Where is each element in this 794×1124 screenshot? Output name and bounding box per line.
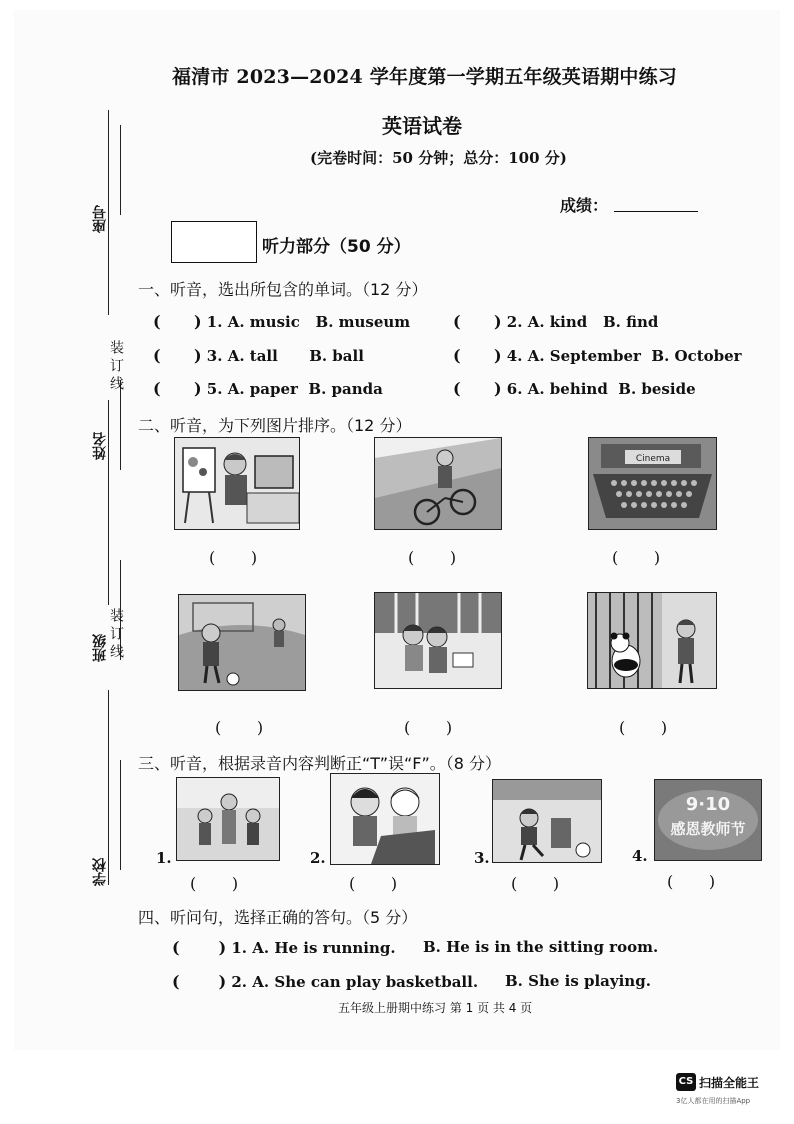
question-row [453,379,696,398]
watermark-tagline: 3亿人都在用的扫描App [676,1097,751,1105]
option-a: A. September [527,347,641,365]
teachers-day-date: 9·10 [685,794,731,815]
option-a: A. He is running. [252,939,396,957]
binding-line-mid [108,400,109,605]
option-a: A. tall [227,347,278,365]
option-a: A. paper [227,380,298,398]
page-footer: 五年级上册期中练习 第 1 页 共 4 页 [338,1001,533,1015]
question-row [453,346,742,365]
section3-heading: 三、听音，根据录音内容判断正“T”误“F”。（8 分） [138,754,502,773]
answer-blank[interactable]: ( ) [612,548,661,567]
question-number: 4. [506,347,523,365]
option-b: B. He is in the sitting room. [423,938,659,956]
class-label: 班级 [92,634,108,662]
score-label: 成绩： [560,196,609,215]
listening-score-box[interactable] [171,221,257,263]
listening-section-title: 听力部分（50 分） [262,237,411,257]
question-number: 1. [156,849,172,867]
answer-blank[interactable]: ( ) [153,312,202,331]
answer-blank[interactable]: ( ) [453,312,502,331]
binding-line-bottom [108,690,109,885]
answer-blank[interactable]: ( ) [215,718,264,737]
section4-heading: 四、听问句，选择正确的答句。（5 分） [138,908,418,927]
binding-label-1: 装订线 [108,340,124,394]
option-b: B. museum [315,313,411,331]
picture-family-walking [176,777,280,861]
camscanner-logo-icon: CS [676,1073,696,1091]
seat-field-line [120,125,121,215]
name-label: 姓名 [92,432,108,460]
answer-blank[interactable]: ( ) [209,548,258,567]
question-number: 5. [206,380,223,398]
section1-heading: 一、听音，选出所包含的单词。（12 分） [138,280,428,299]
question-number: 2. [506,313,523,331]
teachers-day-text: 感恩教师节 [670,820,746,838]
option-a: A. She can play basketball. [252,973,479,991]
answer-blank[interactable]: ( ) [190,874,239,893]
option-a: A. kind [527,313,588,331]
question-row [153,346,364,365]
seat-label: 座号 [92,205,108,233]
picture-girls-at-window [374,592,502,689]
option-b: B. beside [618,380,696,398]
picture-boy-painting [174,437,300,530]
exam-subtitle: 英语试卷 [382,114,462,138]
option-b: B. find [602,313,659,331]
question-number: 3. [206,347,223,365]
answer-blank[interactable]: ( ) [153,346,202,365]
question-row [453,312,658,331]
question-number: 3. [474,849,490,867]
school-label: 学校 [92,858,108,886]
answer-blank[interactable]: ( ) [619,718,668,737]
option-b: B. ball [309,347,364,365]
picture-boy-at-panda-zoo [587,592,717,689]
question-number: 2. [231,973,248,991]
answer-blank[interactable]: ( ) [172,938,227,957]
option-b: B. She is playing. [505,972,651,990]
picture-cinema [588,437,717,530]
answer-blank[interactable]: ( ) [349,874,398,893]
option-a: A. behind [527,380,608,398]
exam-time-info: (完卷时间：50 分钟；总分：100 分) [310,149,567,167]
question-number: 6. [506,380,523,398]
option-b: B. panda [308,380,383,398]
answer-blank[interactable]: ( ) [453,346,502,365]
picture-teachers-day [654,779,762,861]
answer-blank[interactable]: ( ) [511,874,560,893]
picture-two-girls [330,773,440,865]
cinema-sign: Cinema [635,454,671,464]
answer-blank[interactable]: ( ) [667,872,716,891]
score-field[interactable] [614,211,698,212]
watermark-name: 扫描全能王 [699,1076,760,1090]
answer-blank[interactable]: ( ) [153,379,202,398]
picture-boys-playing-football [178,594,306,691]
exam-title: 福清市 2023—2024 学年度第一学期五年级英语期中练习 [172,66,677,88]
question-row [153,312,410,331]
question-number: 2. [310,849,326,867]
picture-boy-football [492,779,602,863]
question-row [153,379,383,398]
question-row [172,938,396,957]
school-field-line [120,760,121,870]
question-number: 1. [206,313,223,331]
answer-blank[interactable]: ( ) [404,718,453,737]
picture-boy-riding-bike [374,437,502,530]
option-b: B. October [651,347,742,365]
answer-blank[interactable]: ( ) [453,379,502,398]
option-a: A. music [227,313,300,331]
question-number: 1. [231,939,248,957]
section2-heading: 二、听音，为下列图片排序。（12 分） [138,416,412,435]
answer-blank[interactable]: ( ) [172,972,227,991]
question-row [172,972,478,991]
binding-label-2: 装订线 [108,608,124,662]
question-number: 4. [632,847,648,865]
answer-blank[interactable]: ( ) [408,548,457,567]
